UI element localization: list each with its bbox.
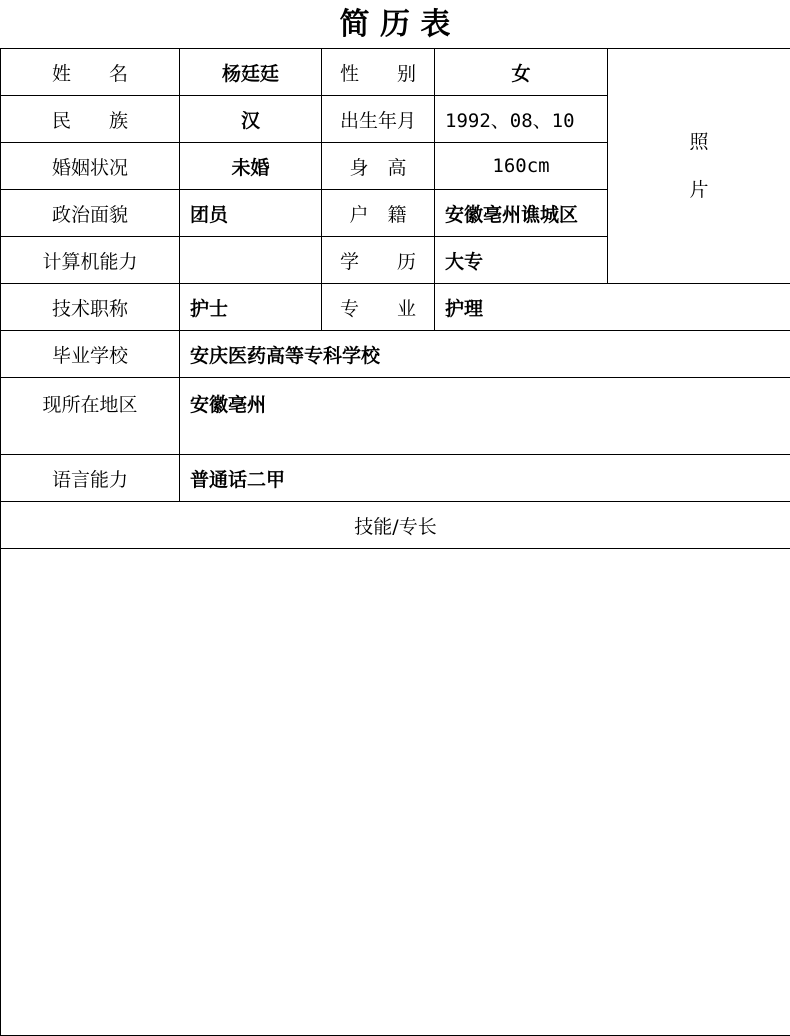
school-value: 安庆医药高等专科学校 bbox=[180, 331, 790, 378]
resume-table bbox=[0, 48, 790, 1036]
political-value: 团员 bbox=[180, 190, 322, 237]
name-label: 姓 名 bbox=[1, 49, 180, 96]
table-row bbox=[1, 502, 790, 549]
marital-value: 未婚 bbox=[180, 143, 322, 190]
hukou-label: 户 籍 bbox=[322, 190, 435, 237]
height-label: 身 高 bbox=[322, 143, 435, 190]
school-label: 毕业学校 bbox=[1, 331, 180, 378]
gender-label: 性 别 bbox=[322, 49, 435, 96]
skills-header: 技能/专长 bbox=[1, 502, 790, 549]
computer-label: 计算机能力 bbox=[1, 237, 180, 284]
height-value: 160cm bbox=[435, 143, 608, 190]
language-label: 语言能力 bbox=[1, 455, 180, 502]
location-label: 现所在地区 bbox=[1, 378, 180, 455]
education-label: 学 历 bbox=[322, 237, 435, 284]
photo-box bbox=[608, 49, 790, 284]
table-row bbox=[1, 284, 790, 331]
gender-value: 女 bbox=[435, 49, 608, 96]
page-title: 简 历 表 bbox=[0, 2, 790, 48]
name-value: 杨廷廷 bbox=[180, 49, 322, 96]
major-value: 护理 bbox=[435, 284, 790, 331]
major-label: 专 业 bbox=[322, 284, 435, 331]
ethnicity-label: 民 族 bbox=[1, 96, 180, 143]
skills-content bbox=[1, 549, 790, 1036]
hukou-value: 安徽亳州谯城区 bbox=[435, 190, 608, 237]
education-value: 大专 bbox=[435, 237, 608, 284]
title-value: 护士 bbox=[180, 284, 322, 331]
marital-label: 婚姻状况 bbox=[1, 143, 180, 190]
location-value: 安徽亳州 bbox=[180, 378, 790, 455]
table-row bbox=[1, 549, 790, 1036]
table-row bbox=[1, 49, 790, 96]
political-label: 政治面貌 bbox=[1, 190, 180, 237]
photo-text-2: 片 bbox=[608, 166, 790, 214]
birth-value: 1992、08、10 bbox=[435, 96, 608, 143]
language-value: 普通话二甲 bbox=[180, 455, 790, 502]
title-label: 技术职称 bbox=[1, 284, 180, 331]
table-row bbox=[1, 331, 790, 378]
table-row bbox=[1, 455, 790, 502]
photo-text-1: 照 bbox=[608, 118, 790, 166]
table-row bbox=[1, 378, 790, 455]
ethnicity-value: 汉 bbox=[180, 96, 322, 143]
birth-label: 出生年月 bbox=[322, 96, 435, 143]
computer-value bbox=[180, 237, 322, 284]
